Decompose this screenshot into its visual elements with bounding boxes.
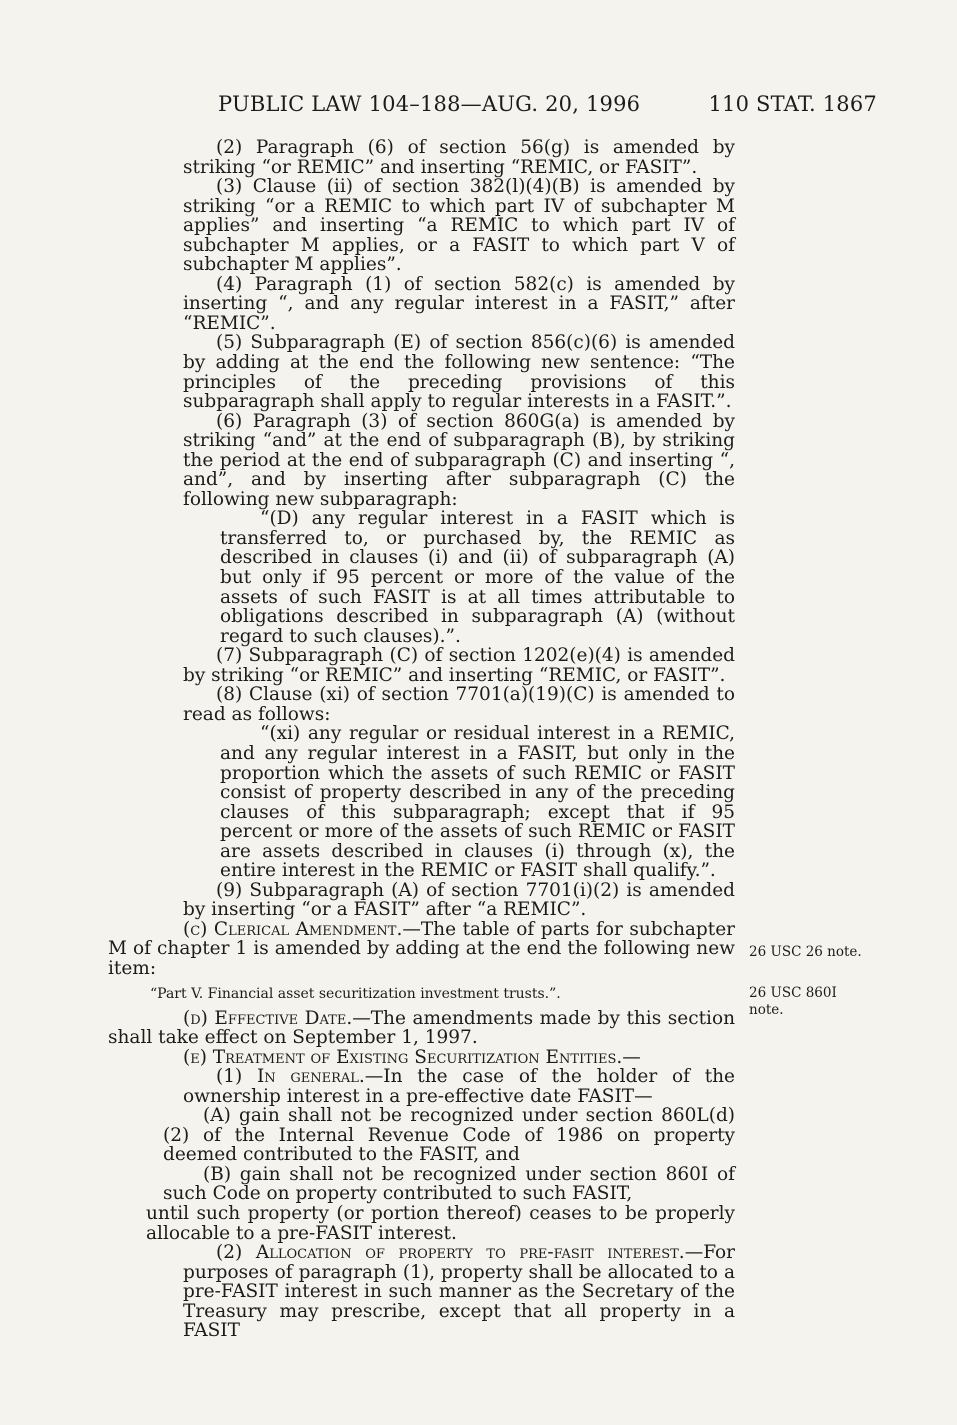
paragraph-2: (2) Paragraph (6) of section 56(g) is amended by striking “or REMIC” and inserting “REMIC, or FASIT”. xyxy=(183,137,735,178)
section-c-text: —The table of parts for subchapter M of chapter 1 is amended by adding at the end the following new item: xyxy=(108,918,735,979)
section-d-heading: (d) Effective Date. xyxy=(183,1007,353,1029)
paragraph-6-subparagraph-d: “(D) any regular interest in a FASIT which is transferred to, or purchased by, the REMIC as described in clauses (i) and (ii) of subparagraph (A) but only if 95 percent or more of the value of the assets of such FASIT is at all times attributable to obligations described in subparagraph (A) (without regard to such clauses).”. xyxy=(220,508,735,647)
margin-note-existing-entities: 26 USC 860I note. xyxy=(749,985,837,1018)
section-e-text: — xyxy=(622,1046,641,1068)
paragraph-7: (7) Subparagraph (C) of section 1202(e)(4) is amended by striking “or REMIC” and inserting “REMIC, or FASIT”. xyxy=(183,645,735,686)
section-c-heading: (c) Clerical Amendment. xyxy=(183,918,403,940)
statute-text xyxy=(108,138,735,1341)
section-e-1-text: —In the case of the holder of the ownership interest in a pre-effective date FASIT— xyxy=(183,1066,735,1107)
section-e-2 xyxy=(108,1243,735,1341)
header-citation: PUBLIC LAW 104–188—AUG. 20, 1996 xyxy=(218,92,641,116)
section-e-2-text: —For purposes of paragraph (1), property shall be allocated to a pre-FASIT interest in such manner as the Secretary of the Treasury may prescribe, except that all property in a FASIT xyxy=(183,1242,735,1342)
paragraph-5: (5) Subparagraph (E) of section 856(c)(6) is amended by adding at the end the following new sentence: “The principles of the preceding provisions of this subparagraph shall apply to regular interests in a FASIT.”. xyxy=(183,332,735,413)
section-e-1 xyxy=(108,1067,735,1106)
page-header xyxy=(218,92,877,116)
header-stat-page: 110 STAT. 1867 xyxy=(708,92,877,116)
section-e-2-heading: (2) Allocation of property to pre-fasit interest. xyxy=(216,1242,685,1264)
paragraph-3: (3) Clause (ii) of section 382(l)(4)(B) is amended by striking “or a REMIC to which part IV of subchapter M applies” and inserting “a REMIC to which part IV of subchapter M applies, or a FASIT to which part V of subchapter M applies”. xyxy=(183,176,735,276)
paragraph-8: (8) Clause (xi) of section 7701(a)(19)(C) is amended to read as follows: xyxy=(183,684,735,725)
paragraph-6: (6) Paragraph (3) of section 860G(a) is amended by striking “and” at the end of subparagraph (B), by striking the period at the end of subparagraph (C) and inserting “, and”, and by inserting after subparagraph (C) the following new subparagraph: xyxy=(183,410,735,510)
paragraph-4: (4) Paragraph (1) of section 582(c) is amended by inserting “, and any regular interest in a FASIT,” after “REMIC”. xyxy=(183,273,735,334)
paragraph-8-clause-xi: “(xi) any regular or residual interest in a REMIC, and any regular interest in a FASIT, but only in the proportion which the assets of such REMIC or FASIT consist of property described in any of the preceding clauses of this subparagraph; except that if 95 percent or more of the assets of such REMIC or FASIT are assets described in clauses (i) through (x), the entire interest in the REMIC or FASIT shall qualify.”. xyxy=(220,723,735,882)
margin-note-effective-date: 26 USC 26 note. xyxy=(749,944,862,960)
section-e-1-b: (B) gain shall not be recognized under section 860I of such Code on property contributed to such FASIT, xyxy=(163,1163,735,1205)
section-d xyxy=(108,1009,735,1048)
section-e-1-heading: (1) In general. xyxy=(216,1066,365,1088)
section-e xyxy=(108,1048,735,1068)
paragraph-9: (9) Subparagraph (A) of section 7701(i)(2) is amended by inserting “or a FASIT” after “a REMIC”. xyxy=(183,879,735,921)
section-e-heading: (e) Treatment of Existing Securitization Entities. xyxy=(183,1046,623,1068)
table-new-item: “Part V. Financial asset securitization investment trusts.”. xyxy=(150,985,561,1002)
section-e-1-a: (A) gain shall not be recognized under section 860L(d)(2) of the Internal Revenue Code of 1986 on property deemed contributed to the FASIT, and xyxy=(163,1105,735,1166)
section-c xyxy=(108,920,735,979)
section-e-1-until: until such property (or portion thereof) ceases to be properly allocable to a pre-FASIT interest. xyxy=(146,1202,735,1244)
section-d-text: —The amendments made by this section shall take effect on September 1, 1997. xyxy=(108,1007,735,1049)
